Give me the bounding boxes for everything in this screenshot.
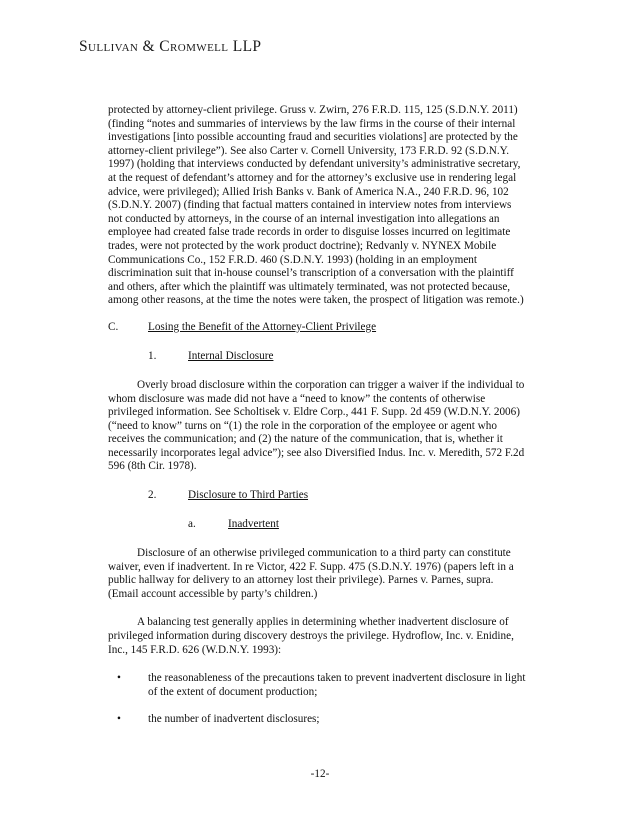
paragraph-balancing-test: A balancing test generally applies in determining whether inadvertent disclosure of privileged information during discovery destroys the privilege. Hydroflow, Inc. v. Enidine, Inc., 145 F.R.D. 626 (W.D.N.Y. 1993): [108, 616, 514, 656]
subsection-number: 1. [148, 349, 157, 362]
bullet-icon: • [117, 713, 121, 726]
subsection-heading-2 [108, 489, 526, 503]
subsubsection-title: Inadvertent [228, 518, 279, 531]
page-number: -12- [310, 768, 330, 780]
subsection-title: Disclosure to Third Parties [188, 489, 309, 502]
firm-letterhead: Sullivan & Cromwell LLP [79, 38, 262, 55]
list-item-text: the number of inadvertent disclosures; [148, 713, 320, 726]
subsection-heading-1 [108, 350, 526, 364]
list-item [108, 672, 526, 699]
document-body [108, 104, 526, 727]
factor-list [108, 672, 526, 727]
section-number: C. [108, 320, 119, 333]
subsubsection-number: a. [188, 518, 196, 531]
paragraph-privilege-cases: protected by attorney-client privilege. Gruss v. Zwirn, 276 F.R.D. 115, 125 (S.D.N.Y. 2011) (finding “notes and summaries of interviews by the law firms in the course of their internal investigations [into possible accounting fraud and securities violations] are protected by the attorney-client privilege”). See also Carter v. Cornell University, 173 F.R.D. 92 (S.D.N.Y. 1997) (holding that interviews conducted by defendant university’s administrative secretary, at the request of defendant’s attorney and for the attorney’s exclusive use in rendering legal advice, were privileged); Allied Irish Banks v. Bank of America N.A., 240 F.R.D. 96, 102 (S.D.N.Y. 2007) (finding that factual matters contained in interview notes from interviews not conducted by attorneys, in the course of an internal investigation into allegations an employee had created false trade records in order to disguise losses incurred on legitimate trades, were not protected by the work product doctrine); Redvanly v. NYNEX Mobile Communications Co., 152 F.R.D. 460 (S.D.N.Y. 1993) (holding in an employment discrimination suit that in-house counsel’s transcription of a conversation with the plaintiff and others, after which the plaintiff was ultimately terminated, was not protected because, among other reasons, at the time the notes were taken, the prospect of litigation was remote.) [108, 104, 524, 307]
bullet-icon: • [117, 672, 121, 685]
list-item-text: the reasonableness of the precautions taken to prevent inadvertent disclosure in light of the extent of document production; [148, 672, 526, 698]
paragraph-third-party-waiver: Disclosure of an otherwise privileged communication to a third party can constitute waiver, even if inadvertent. In re Victor, 422 F. Supp. 475 (S.D.N.Y. 1976) (papers left in a public hallway for delivery to an attorney lost their privilege). Parnes v. Parnes, supra. (Email account accessible by party’s children.) [108, 547, 514, 600]
section-title: Losing the Benefit of the Attorney-Client Privilege [148, 320, 377, 333]
subsection-number: 2. [148, 489, 157, 502]
subsubsection-heading-a [108, 518, 526, 532]
list-item [108, 713, 526, 727]
paragraph-internal-disclosure: Overly broad disclosure within the corporation can trigger a waiver if the individual to whom disclosure was made did not have a “need to know” the contents of otherwise privileged information. See Scholtisek v. Eldre Corp., 441 F. Supp. 2d 459 (W.D.N.Y. 2006) (“need to know” turns on “(1) the role in the corporation of the employee or agent who receives the communication; and (2) the nature of the communication, that is, whether it necessarily incorporates legal advice”); see also Diversified Indus. Inc. v. Meredith, 572 F.2d 596 (8th Cir. 1978). [108, 378, 525, 473]
section-heading-c [108, 321, 526, 335]
subsection-title: Internal Disclosure [188, 349, 274, 362]
